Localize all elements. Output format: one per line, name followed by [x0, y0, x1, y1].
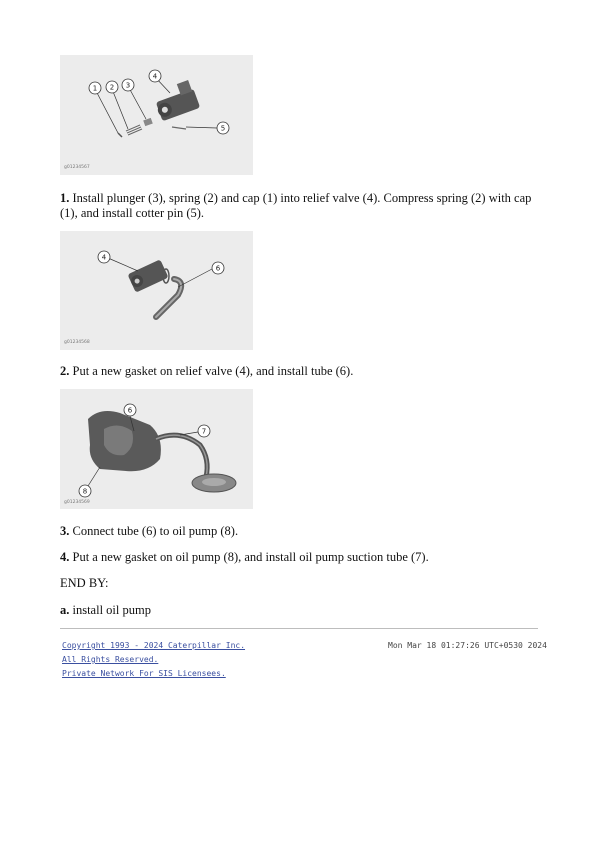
step-3: [60, 524, 540, 539]
step-number: 3.: [60, 524, 70, 538]
end-by-heading: END BY:: [60, 576, 109, 590]
callout-4: [149, 70, 161, 82]
figure-relief-valve-tube: [60, 231, 253, 350]
figure-id: g01234569: [64, 500, 90, 505]
figure-relief-valve-parts: [60, 55, 253, 175]
step-number: 2.: [60, 364, 70, 378]
item-text: install oil pump: [72, 603, 151, 617]
callout-2: [106, 81, 118, 93]
rights-link[interactable]: All Rights Reserved.: [62, 655, 159, 664]
footer-copyright: [62, 641, 245, 650]
figure-id: g01234568: [64, 340, 90, 345]
svg-text:1: 1: [92, 84, 98, 93]
network-link[interactable]: Private Network For SIS Licensees.: [62, 669, 226, 678]
step-number: 4.: [60, 550, 70, 564]
oil-pump-tube-illustration: [60, 389, 253, 509]
end-by-item: [60, 603, 540, 618]
step-text: Install plunger (3), spring (2) and cap (1) into relief valve (4). Compress spring (2) with cap (1), and install cotter pin (5).: [60, 191, 532, 220]
callout-7: [198, 425, 210, 437]
step-text: Put a new gasket on relief valve (4), and install tube (6).: [72, 364, 354, 378]
svg-text:3: 3: [125, 81, 131, 90]
callout-6: [212, 262, 224, 274]
step-1: [60, 191, 540, 221]
svg-text:4: 4: [152, 72, 158, 81]
callout-3: [122, 79, 134, 91]
item-letter: a.: [60, 603, 70, 617]
footer-timestamp: Mon Mar 18 01:27:26 UTC+0530 2024: [388, 641, 547, 650]
callout-4: [98, 251, 110, 263]
callout-8: [79, 485, 91, 497]
callout-1: [89, 82, 101, 94]
copyright-link[interactable]: Copyright 1993 - 2024 Caterpillar Inc.: [62, 641, 246, 650]
svg-text:2: 2: [109, 83, 115, 92]
step-2: [60, 364, 540, 379]
figure-oil-pump-tube: [60, 389, 253, 509]
callout-6: [124, 404, 136, 416]
footer-rights: [62, 655, 158, 664]
footer-divider: [60, 628, 538, 629]
step-text: Put a new gasket on oil pump (8), and install oil pump suction tube (7).: [72, 550, 429, 564]
svg-text:5: 5: [220, 124, 226, 133]
svg-text:8: 8: [82, 487, 88, 496]
step-number: 1.: [60, 191, 70, 205]
svg-text:7: 7: [201, 427, 207, 436]
relief-valve-parts-illustration: [60, 55, 253, 175]
callout-5: [217, 122, 229, 134]
figure-id: g01234567: [64, 165, 90, 170]
svg-text:4: 4: [101, 253, 107, 262]
svg-text:6: 6: [127, 406, 133, 415]
svg-text:6: 6: [215, 264, 221, 273]
footer-network: [62, 669, 226, 678]
relief-valve-tube-illustration: [60, 231, 253, 350]
step-text: Connect tube (6) to oil pump (8).: [72, 524, 239, 538]
step-4: [60, 550, 540, 565]
